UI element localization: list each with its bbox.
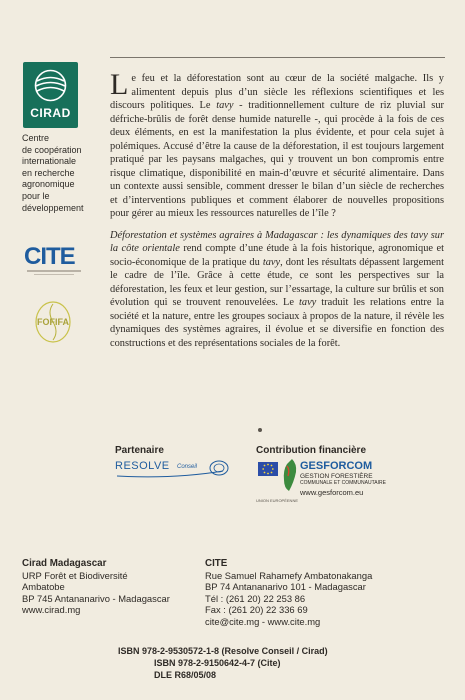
separator-dot	[258, 428, 262, 432]
isbn-cite: ISBN 978-2-9150642-4-7 (Cite)	[154, 658, 281, 668]
resolve-logo-subtext: Conseil	[177, 464, 198, 470]
cirad-address-line: BP 745 Antananarivo - Madagascar	[22, 592, 170, 604]
cite-address-line: Rue Samuel Rahamefy Ambatonakanga	[205, 569, 373, 581]
cite-phone: Tél : (261 20) 22 253 86	[205, 592, 306, 604]
cite-logo-underline	[34, 274, 74, 275]
resolve-logo-text: RESOLVE	[115, 460, 170, 472]
cirad-desc-line: internationale	[22, 156, 77, 167]
cirad-address-line: Ambatobe	[22, 581, 65, 592]
cite-fax: Fax : (261 20) 22 336 69	[205, 604, 308, 615]
madagascar-map-icon	[281, 458, 299, 492]
main-text	[110, 68, 445, 350]
cirad-desc-line: Centre	[22, 133, 50, 143]
cirad-address-line: URP Forêt et Biodiversité	[22, 569, 128, 581]
drop-cap: L	[110, 68, 129, 101]
legal-deposit: DLE R68/05/08	[154, 670, 217, 680]
partner-label: Partenaire	[115, 445, 164, 456]
text-run: rend compte d’une étude à la fois historique, agronomique et socio-économique de la pratique du	[110, 243, 444, 268]
resolve-logo	[115, 457, 233, 481]
cirad-desc-line: agronomique	[22, 179, 75, 190]
cirad-desc-line: développement	[22, 202, 84, 213]
resolve-swoosh-icon	[115, 457, 233, 481]
text-run: - traditionnellement culture de riz pluvial sur défriche-brûlis de forêt dense humide naturelle -, qui procède à la fois de ces deux éléments, en est la manifestation la plus évidente, et pour cela sujet à polémiques. Accusé d’être la cause de la déforestation, il est toujours largement pratiqué par les paysans malgaches, qui y trouvent un bon compromis entre risque climatique, disponibilité en main-d’œuvre et sécurité alimentaire. Dans un contexte aussi sensible, comment dresser le bilan d’un siècle de recherches et d’interventions publiques et comment élaborer de nouvelles propositions pour gérer au mieux les ressources naturelles de l’île ?	[110, 100, 444, 219]
cirad-website[interactable]: www.cirad.mg	[22, 604, 81, 615]
cirad-globe-icon	[33, 68, 68, 103]
cite-email-website[interactable]: cite@cite.mg - www.cite.mg	[205, 615, 321, 627]
cite-logo	[24, 243, 84, 277]
gesforcom-tagline: GESTION FORESTIÈRE	[300, 473, 373, 480]
cirad-desc-line: en recherche	[22, 167, 75, 178]
isbn-block	[118, 645, 398, 681]
text-run: e feu et la déforestation sont au cœur de la société malgache. Ils y alimentent depuis plus d’un siècle les réflexions scientifiques et les discours politiques. Le	[110, 73, 444, 111]
paragraph-intro	[110, 68, 444, 221]
cirad-address-title: Cirad Madagascar	[22, 558, 107, 569]
cirad-logo	[23, 62, 78, 128]
contribution-label: Contribution financière	[256, 445, 366, 456]
fofifa-logo	[33, 300, 73, 344]
cite-logo-text: CITE	[24, 243, 75, 270]
gesforcom-url[interactable]: www.gesforcom.eu	[300, 488, 364, 497]
text-run-italic: tavy	[216, 100, 234, 111]
cirad-desc-line: pour le	[22, 190, 50, 201]
cite-address-title: CITE	[205, 558, 228, 569]
eu-flag-icon	[258, 462, 278, 476]
top-divider	[110, 57, 445, 58]
text-run-italic: tavy	[298, 297, 317, 308]
cite-address	[205, 558, 372, 627]
text-run: , dont les résultats dépassent largement le cadre de l’île. Grâce à cette étude, ce sont les perspectives sur la déforestation, les feux et leur gestion, sur l’essartage, la culture sur brûlis et son évolution qui se trouvent renouvelées. Le	[110, 256, 445, 308]
fofifa-logo-text: FOFIFA	[37, 317, 69, 327]
cirad-description	[22, 133, 92, 214]
cite-logo-underline	[27, 270, 81, 272]
gesforcom-logo	[300, 460, 386, 497]
eu-caption: UNION EUROPÉENNE	[256, 498, 299, 503]
text-run: traduit les relations entre la société et la nature, entre les groupes sociaux à propos de la nature, il révèle les dynamiques des systèmes agraires, il évolue et se diversifie en fonction des constructions et des représentations sociales de la forêt.	[110, 297, 444, 349]
isbn-resolve-cirad: ISBN 978-2-9530572-1-8 (Resolve Conseil / Cirad)	[118, 646, 328, 656]
text-run-italic: tavy	[262, 256, 281, 268]
cirad-desc-line: de coopération	[22, 144, 82, 155]
book-title: Déforestation et systèmes agraires à Madagascar : les dynamiques des tavy sur la côte orientale	[110, 229, 444, 254]
cite-address-line: BP 74 Antananarivo 101 - Madagascar	[205, 581, 366, 592]
gesforcom-name: GESFORCOM	[300, 460, 373, 472]
cirad-address	[22, 558, 170, 616]
gesforcom-tagline-2: COMMUNALE ET COMMUNAUTAIRE	[300, 480, 386, 486]
cirad-logo-text: CIRAD	[30, 106, 71, 120]
paragraph-study	[110, 229, 444, 351]
